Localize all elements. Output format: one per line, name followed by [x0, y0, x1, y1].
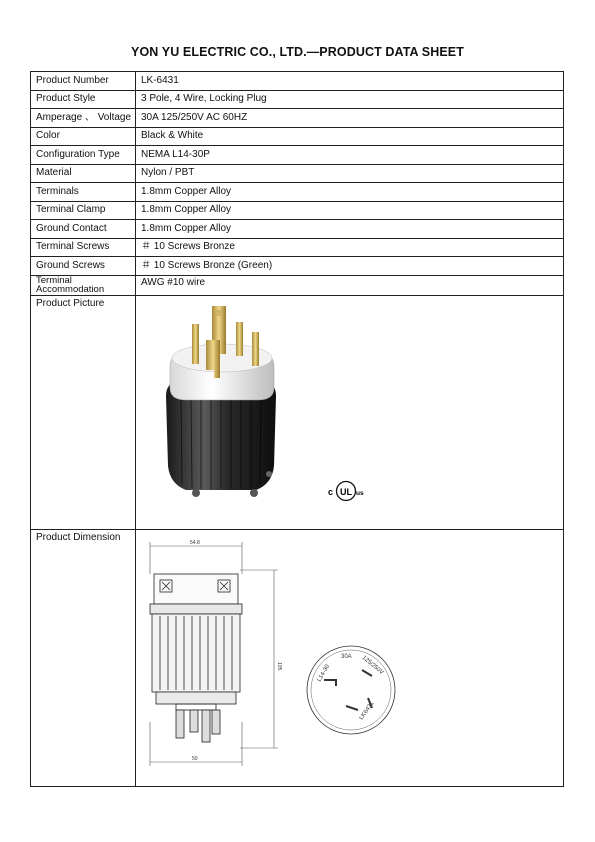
cert-mark-left: c: [328, 487, 334, 498]
face-text-1: L14-30: [316, 663, 332, 683]
row-label: Ground Contact: [31, 220, 136, 239]
row-label: Ground Screws: [31, 257, 136, 276]
row-value: 1.8mm Copper Alloy: [136, 220, 564, 239]
table-row: [31, 146, 564, 165]
row-value: Nylon / PBT: [136, 164, 564, 183]
row-label: Configuration Type: [31, 146, 136, 165]
table-row: [31, 257, 564, 276]
row-value: LK-6431: [136, 72, 564, 91]
row-label: Amperage 、 Voltage: [31, 109, 136, 128]
table-row: [31, 109, 564, 128]
table-row: [31, 164, 564, 183]
row-label: Terminal Accommodation: [31, 275, 136, 296]
row-value: 30A 125/250V AC 60HZ: [136, 109, 564, 128]
picture-label: Product Picture: [31, 296, 136, 530]
cert-mark-right: us: [356, 490, 364, 498]
dim-bottom: 50: [192, 755, 198, 762]
row-value: 1.8mm Copper Alloy: [136, 183, 564, 202]
row-value: 3 Pole, 4 Wire, Locking Plug: [136, 90, 564, 109]
row-label: Terminals: [31, 183, 136, 202]
row-label: Color: [31, 127, 136, 146]
face-text-3: 125/250V: [360, 654, 385, 676]
row-value: ＃ 10 Screws Bronze (Green): [136, 257, 564, 276]
picture-cell: [136, 296, 564, 530]
row-label: Product Style: [31, 90, 136, 109]
dim-width: 54.8: [190, 539, 200, 546]
table-row: [31, 220, 564, 239]
dimension-cell: [136, 529, 564, 787]
cert-mark-center: UL: [340, 487, 352, 498]
row-value: ＃ 10 Screws Bronze: [136, 238, 564, 257]
row-label: Product Number: [31, 72, 136, 91]
ul-listed-mark: [324, 480, 368, 502]
row-label: Terminal Screws: [31, 238, 136, 257]
row-value: AWG #10 wire: [136, 275, 564, 296]
table-row: [31, 127, 564, 146]
table-row: [31, 183, 564, 202]
table-row: [31, 90, 564, 109]
spec-table: [30, 71, 564, 787]
row-value: 1.8mm Copper Alloy: [136, 201, 564, 220]
row-value: NEMA L14-30P: [136, 146, 564, 165]
dimension-label: Product Dimension: [31, 529, 136, 787]
row-value: Black & White: [136, 127, 564, 146]
row-label: Terminal Clamp: [31, 201, 136, 220]
table-row: [31, 238, 564, 257]
face-text-2: 30A: [341, 653, 352, 660]
table-row: [31, 275, 564, 296]
picture-row: [31, 296, 564, 530]
face-text-4: LK6431: [358, 700, 376, 722]
table-row: [31, 72, 564, 91]
row-label: Material: [31, 164, 136, 183]
page-title: YON YU ELECTRIC CO., LTD.—PRODUCT DATA SHEET: [131, 45, 464, 59]
dim-height: 105: [276, 661, 282, 671]
table-row: [31, 201, 564, 220]
dimension-drawing: [136, 530, 564, 783]
dimension-row: [31, 529, 564, 787]
